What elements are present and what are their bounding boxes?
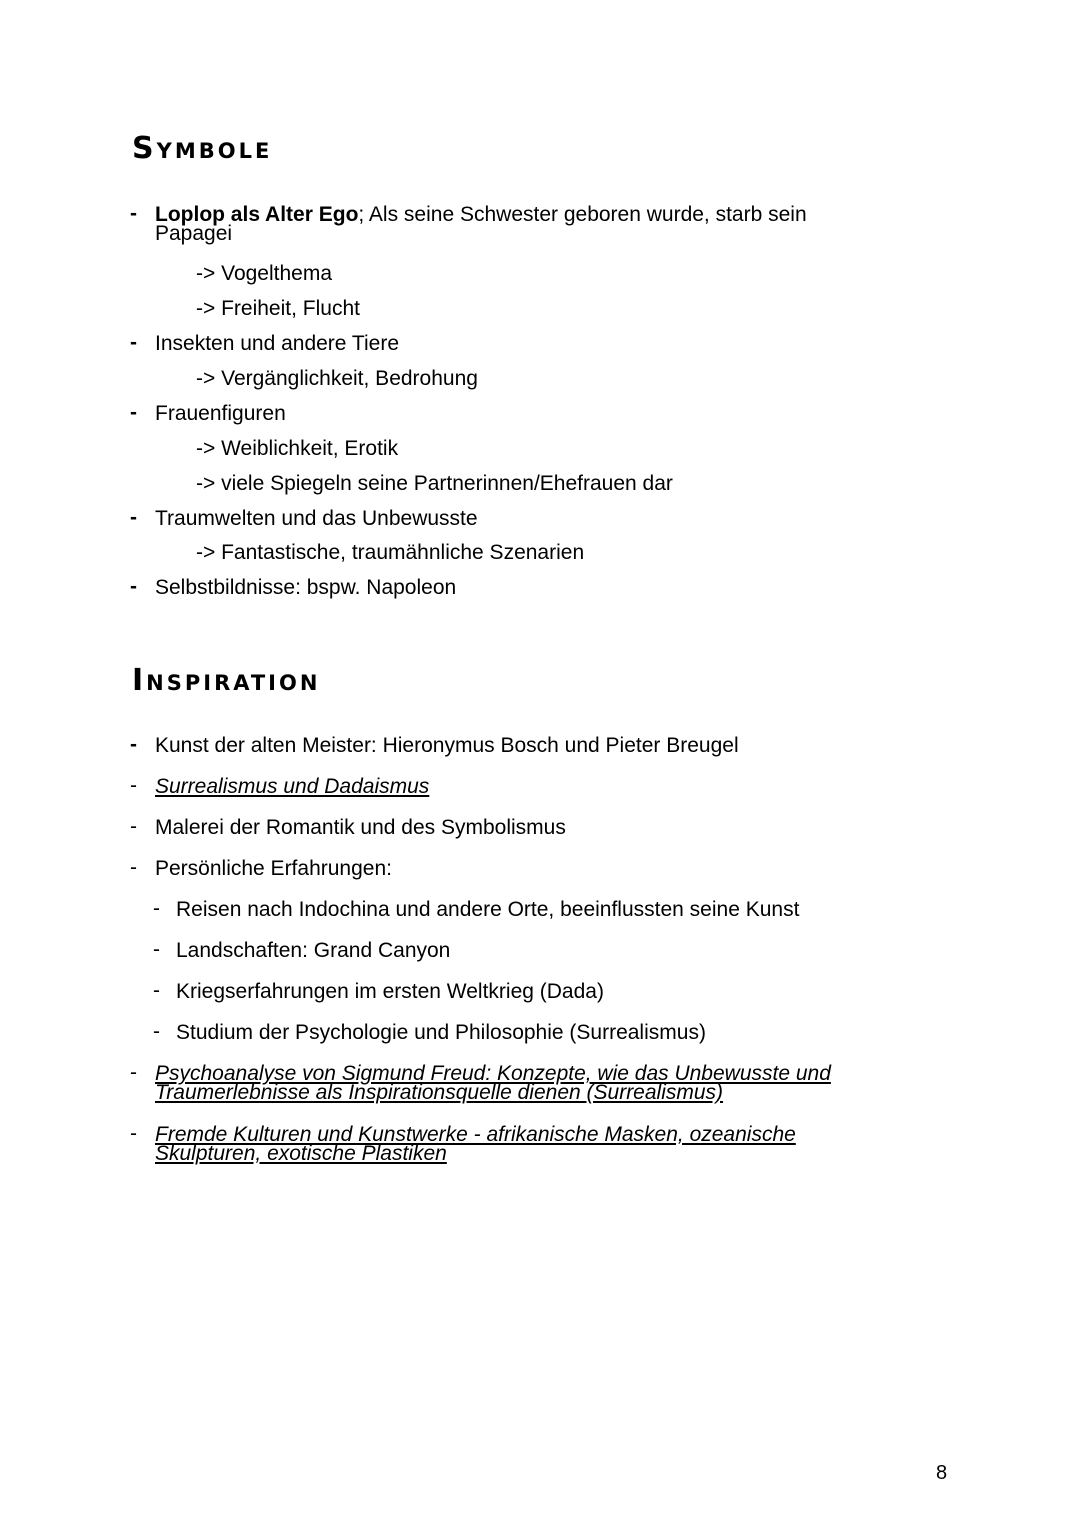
bullet-dash: - bbox=[130, 733, 137, 756]
list-item-emphasized-continuation: Skulpturen, exotische Plastiken bbox=[155, 1142, 447, 1165]
sub-item: -> Freiheit, Flucht bbox=[196, 297, 360, 320]
sub-item: -> Vergänglichkeit, Bedrohung bbox=[196, 367, 478, 390]
bullet-dash: - bbox=[130, 815, 137, 838]
sub-item: Studium der Psychologie und Philosophie (Surrealismus) bbox=[176, 1021, 706, 1044]
bullet-dash: - bbox=[130, 506, 137, 529]
bullet-dash: - bbox=[130, 1061, 137, 1084]
section-heading-symbole: Symbole bbox=[132, 131, 273, 166]
sub-bullet-dash: - bbox=[153, 979, 160, 1002]
list-item-emphasized-continuation: Traumerlebnisse als Inspirationsquelle dienen (Surrealismus) bbox=[155, 1081, 724, 1104]
sub-item: -> Weiblichkeit, Erotik bbox=[196, 437, 399, 460]
sub-item: Kriegserfahrungen im ersten Weltkrieg (Dada) bbox=[176, 980, 604, 1003]
bullet-dash: - bbox=[130, 401, 137, 424]
sub-bullet-dash: - bbox=[153, 1020, 160, 1043]
bullet-dash: - bbox=[130, 331, 137, 354]
list-item: Frauenfiguren bbox=[155, 402, 286, 425]
list-item-continuation: Papagei bbox=[155, 222, 233, 245]
item-text: ; Als seine Schwester geboren wurde, starb sein bbox=[358, 203, 807, 226]
sub-item: -> viele Spiegeln seine Partnerinnen/Ehefrauen dar bbox=[196, 472, 673, 495]
section-heading-inspiration: Inspiration bbox=[132, 663, 321, 698]
sub-item: -> Vogelthema bbox=[196, 262, 333, 285]
bullet-dash: - bbox=[130, 1122, 137, 1145]
list-item: Selbstbildnisse: bspw. Napoleon bbox=[155, 576, 457, 599]
page-number: 8 bbox=[936, 1462, 948, 1484]
sub-item: -> Fantastische, traumähnliche Szenarien bbox=[196, 541, 585, 564]
list-item-emphasized: Psychoanalyse von Sigmund Freud: Konzepte, wie das Unbewusste und bbox=[155, 1062, 831, 1085]
list-item: Traumwelten und das Unbewusste bbox=[155, 507, 478, 530]
bullet-dash: - bbox=[130, 856, 137, 879]
list-item: Malerei der Romantik und des Symbolismus bbox=[155, 816, 566, 839]
bold-term: Loplop als Alter Ego bbox=[155, 203, 359, 226]
list-item: Persönliche Erfahrungen: bbox=[155, 857, 392, 880]
sub-bullet-dash: - bbox=[153, 897, 160, 920]
list-item: Insekten und andere Tiere bbox=[155, 332, 400, 355]
bullet-dash: - bbox=[130, 774, 137, 797]
list-item-emphasized: Fremde Kulturen und Kunstwerke - afrikanische Masken, ozeanische bbox=[155, 1123, 796, 1146]
sub-bullet-dash: - bbox=[153, 938, 160, 961]
list-item-emphasized: Surrealismus und Dadaismus bbox=[155, 775, 430, 798]
sub-item: Landschaften: Grand Canyon bbox=[176, 939, 451, 962]
sub-item: Reisen nach Indochina und andere Orte, beeinflussten seine Kunst bbox=[176, 898, 800, 921]
bullet-dash: - bbox=[130, 202, 137, 225]
list-item: Kunst der alten Meister: Hieronymus Bosch und Pieter Breugel bbox=[155, 734, 739, 757]
list-item-loplop bbox=[155, 205, 807, 225]
bullet-dash: - bbox=[130, 575, 137, 598]
